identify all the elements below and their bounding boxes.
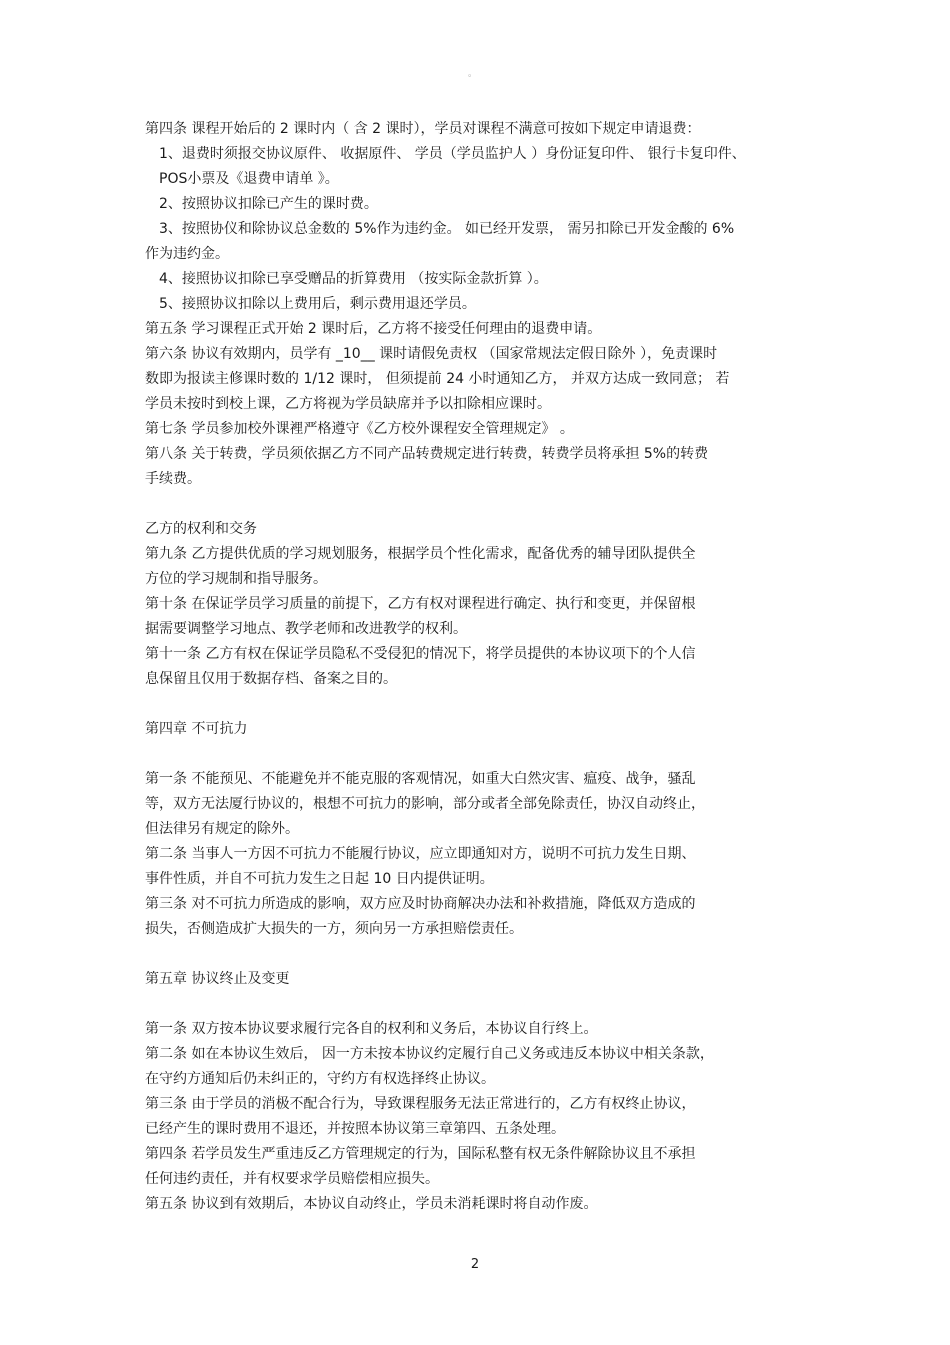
- spacer: [145, 992, 825, 1017]
- clause-11-line-2: 息保留且仅用于数据存档、备案之目的。: [145, 671, 397, 687]
- ch5-clause-1: 第一条 双方按本协议要求履行完各自的权利和义务后，本协议自行终上。: [145, 1021, 598, 1037]
- clause-9-line-2: 方位的学习规制和指导服务。: [145, 571, 327, 587]
- clause-6-line-1: 第六条 协议有效期内，员学有 _10__ 课时请假免责权 （国家常规法定假日除外 ），免责课时: [145, 346, 718, 362]
- spacer: [145, 692, 825, 717]
- clause-10-line-1: 第十条 在保证学员学习质量的前提下，乙方有权对课程进行确定、执行和变更，并保留根: [145, 596, 696, 612]
- ch4-clause-1-line-2: 等，双方无法厦行协议的，根想不可抗力的影响，部分或者全部免除责任，协汉自动终止，: [145, 796, 705, 812]
- clause-7: 第七条 学员参加校外课裡严格遵守《乙方校外课程安全管理规定》 。: [145, 421, 574, 437]
- ch5-clause-5: 第五条 协议到有效期后，本协议自动终止，学员未消耗课时将自动作废。: [145, 1196, 598, 1212]
- clause-11-line-1: 第十一条 乙方有权在保证学员隐私不受侵犯的情况下，将学员提供的本协议项下的个人信: [145, 646, 696, 662]
- ch5-clause-4-line-2: 任何违约责任，并有权要求学员赔偿相应损失。: [145, 1171, 439, 1187]
- ch5-clause-3-line-2: 已经产生的课时费用不退还，并按照本协议第三章第四、五条处理。: [145, 1121, 565, 1137]
- clause-5: 第五条 学习课程正式开始 2 课时后，乙方将不接受任何理由的退费申请。: [145, 321, 602, 337]
- ch5-clause-3-line-1: 第三条 由于学员的消极不配合行为，导致课程服务无法正常进行的，乙方有权终止协议，: [145, 1096, 696, 1112]
- ch4-clause-1-line-1: 第一条 不能预见、不能避免并不能克服的客观情况，如重大白然灾害、瘟疫、战争，骚乱: [145, 771, 696, 787]
- chapter-5-heading: 第五章 协议终止及变更: [145, 971, 290, 987]
- document-body: [145, 117, 825, 1217]
- spacer: [145, 942, 825, 967]
- clause-4-item-5: 5、接照协议扣除以上费用后，剩示费用退还学员。: [159, 296, 476, 312]
- ch4-clause-1-line-3: 但法律另有规定的除外。: [145, 821, 299, 837]
- clause-6-line-2: 数即为报读主修课时数的 1/12 课时， 但须提前 24 小时通知乙方， 并双方达成一致同意； 若: [145, 371, 730, 387]
- ch4-clause-3-line-1: 第三条 对不可抗力所造成的影响，双方应及时协商解决办法和补救措施，降低双方造成的: [145, 896, 696, 912]
- ch4-clause-2-line-1: 第二条 当事人一方因不可抗力不能履行协议，应立即通知对方，说明不可抗力发生日期、: [145, 846, 696, 862]
- clause-4-item-1-line-2: POS小票及《退费申请单 》。: [159, 171, 339, 187]
- clause-9-line-1: 第九条 乙方提供优质的学习规划服务，根据学员个性化需求，配备优秀的辅导团队提供全: [145, 546, 696, 562]
- clause-4-item-1-line-1: 1、退费时须报交协议原件、 收据原件、 学员（学员监护人 ）身份证复印件、 银行卡复印件、: [159, 146, 746, 162]
- clause-4-item-2: 2、按照协议扣除已产生的课时费。: [159, 196, 378, 212]
- ch5-clause-2-line-1: 第二条 如在本协议生效后， 因一方未按本协议约定履行自己义务或违反本协议中相关条款，: [145, 1046, 714, 1062]
- clause-4-item-3-line-2: 作为违约金。: [145, 246, 229, 262]
- clause-8-line-2: 手续费。: [145, 471, 201, 487]
- clause-4-item-4: 4、接照协议扣除已享受赠品的折算费用 （按实际金款折算 ）。: [159, 271, 548, 287]
- ch5-clause-4-line-1: 第四条 若学员发生严重违反乙方管理规定的行为，国际私整有权无条件解除协议且不承担: [145, 1146, 696, 1162]
- clause-10-line-2: 据需要调整学习地点、教学老师和改进教学的权利。: [145, 621, 467, 637]
- ch5-clause-2-line-2: 在守约方通知后仍未纠正的，守约方有权选择终止协议。: [145, 1071, 495, 1087]
- clause-6-line-3: 学员未按时到校上课，乙方将视为学员缺席并予以扣除相应课时。: [145, 396, 551, 412]
- clause-8-line-1: 第八条 关于转费，学员须依据乙方不同产品转费规定进行转费，转费学员将承担 5%的转费: [145, 446, 709, 462]
- spacer: [145, 742, 825, 767]
- clause-4-line-1: 第四条 课程开始后的 2 课时内（ 含 2 课时），学员对课程不满意可按如下规定申请退费：: [145, 121, 701, 137]
- spacer: [145, 492, 825, 517]
- section-heading-party-b: 乙方的权利和交务: [145, 521, 257, 537]
- page-number: 2: [470, 1257, 480, 1272]
- ch4-clause-2-line-2: 事件性质，并自不可抗力发生之日起 10 日内提供证明。: [145, 871, 494, 887]
- ch4-clause-3-line-2: 损失，否侧造成扩大损失的一方，须向另一方承担赔偿责任。: [145, 921, 523, 937]
- header-mark: 。: [468, 69, 478, 79]
- clause-4-item-3-line-1: 3、按照协仪和除协议总金数的 5%作为违约金。 如已经开发票， 需另扣除已开发金酸的 6%: [159, 221, 735, 237]
- chapter-4-heading: 第四章 不可抗力: [145, 721, 248, 737]
